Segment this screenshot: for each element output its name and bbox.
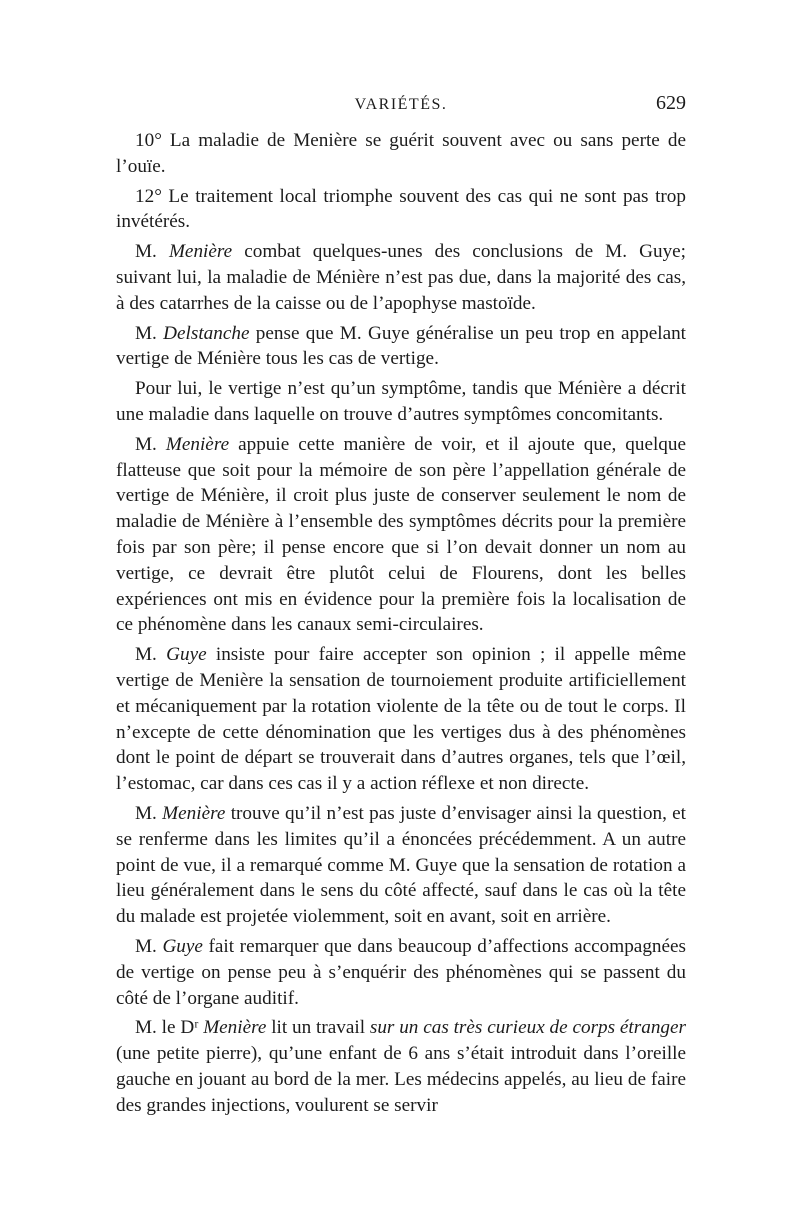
italic-text: sur un cas très curieux de corps étranger bbox=[369, 1017, 686, 1039]
text-run: M. bbox=[135, 802, 163, 824]
paragraph bbox=[116, 128, 686, 180]
text-run: Pour lui, le vertige n’est qu’un symptôme, tandis que Ménière a décrit une maladie dans laquelle on trouve d’autres symptômes concomitants. bbox=[116, 378, 686, 425]
page-header bbox=[116, 92, 686, 124]
italic-text: Menière bbox=[165, 433, 230, 455]
italic-text: Guye bbox=[162, 935, 203, 957]
paragraph bbox=[116, 376, 686, 428]
text-run: fait remarquer que dans beaucoup d’affections accompagnées de vertige on pense peu à s’enquérir des phénomènes qui se passent du côté de l’organe auditif. bbox=[116, 935, 687, 1009]
italic-text: Guye bbox=[166, 644, 207, 666]
text-run: (une petite pierre), qu’une enfant de 6 ans s’était introduit dans l’oreille gauche en jouant au bord de la mer. Les médecins appelés, au lieu de faire des grandes injections, voulurent se servir bbox=[116, 1043, 686, 1116]
text-run: M. bbox=[135, 241, 169, 263]
italic-text: Delstanche bbox=[163, 322, 250, 344]
paragraph bbox=[116, 801, 686, 930]
text-run: insiste pour faire accepter son opinion ; il appelle même vertige de Menière la sensation de tournoiement produite artificiellement et mécaniquement par la rotation violente de la tête ou de tout le corps. Il n’excepte de cette dénomination que les vertiges dus à des phénomènes dont le point de départ se trouverait dans d’autres organes, tels que l’œil, l’estomac, car dans ces cas il y a action réflexe et non directe. bbox=[116, 644, 686, 795]
text-run: M. le Dʳ bbox=[135, 1017, 204, 1039]
paragraph bbox=[116, 642, 686, 797]
paragraph bbox=[116, 184, 686, 236]
italic-text: Menière bbox=[203, 1017, 267, 1039]
paragraph bbox=[116, 239, 686, 316]
text-run: pense que M. Guye généralise un peu trop en appelant vertige de Ménière tous les cas de vertige. bbox=[116, 322, 687, 370]
text-run: 12° Le traitement local triomphe souvent des cas qui ne sont pas trop invétérés. bbox=[116, 185, 686, 233]
italic-text: Menière bbox=[162, 802, 226, 824]
text-run: combat quelques-unes des conclusions de M. Guye; suivant lui, la maladie de Ménière n’est pas due, dans la majorité des cas, à des catarrhes de la caisse ou de l’apophyse mastoïde. bbox=[116, 241, 687, 314]
running-head: VARIÉTÉS. bbox=[354, 96, 448, 113]
text-run: appuie cette manière de voir, et il ajoute que, quelque flatteuse que soit pour la mémoire de son père l’appellation générale de vertige de Ménière, il croit plus juste de conserver seulement le nom de maladie de Ménière à l’ensemble des symptômes décrits pour la première fois par son père; il pense encore que si l’on devait donner un nom au vertige, ce devrait être plutôt celui de Flourens, dont les belles expériences ont mis en évidence pour la première fois la localisation de ce phénomène dans les canaux semi-circulaires. bbox=[116, 433, 686, 636]
page-number: 629 bbox=[656, 92, 686, 114]
text-run: 10° La maladie de Menière se guérit souvent avec ou sans perte de l’ouïe. bbox=[116, 130, 686, 177]
text-run: M. bbox=[135, 935, 163, 957]
paragraph bbox=[116, 1015, 686, 1118]
paragraph bbox=[116, 321, 686, 373]
text-run: M. bbox=[135, 322, 164, 344]
text-run: M. bbox=[135, 433, 166, 455]
italic-text: Menière bbox=[168, 241, 233, 263]
paragraph bbox=[116, 432, 686, 638]
text-run: M. bbox=[135, 644, 167, 666]
paragraph bbox=[116, 934, 686, 1011]
text-run: trouve qu’il n’est pas juste d’envisager ainsi la question, et se renferme dans les limites qu’il a énoncées précédemment. A un autre point de vue, il a remarqué comme M. Guye que la sensation de rotation a lieu généralement dans le sens du côté affecté, sauf dans le cas où la tête du malade est projetée violemment, soit en avant, soit en arrière. bbox=[116, 802, 687, 928]
body-text bbox=[116, 128, 686, 1122]
text-run: lit un travail bbox=[266, 1017, 370, 1039]
